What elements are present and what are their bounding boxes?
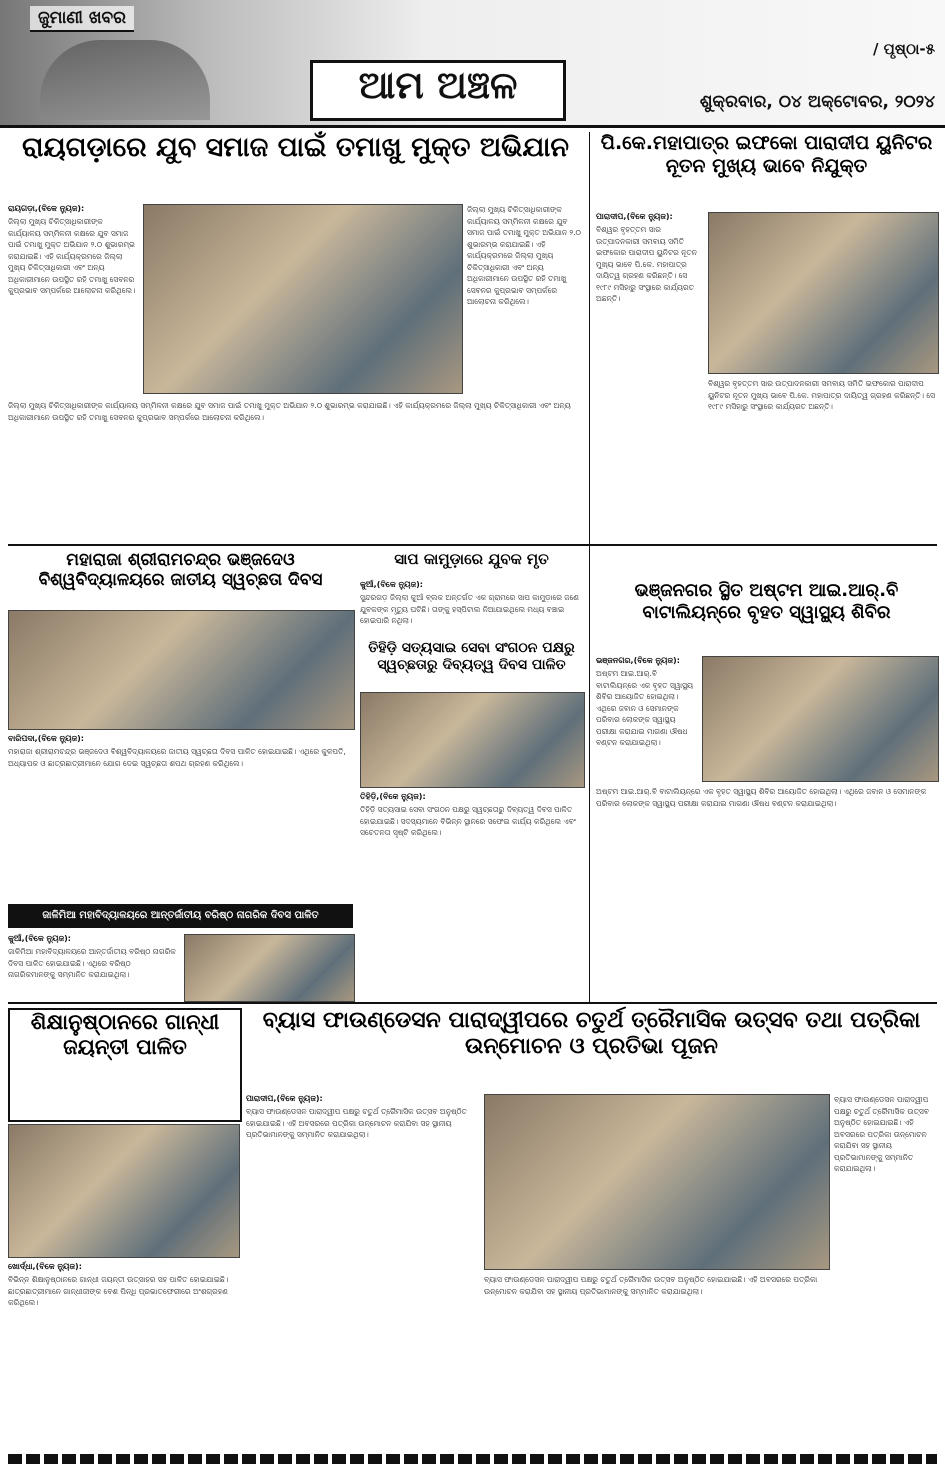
column-rule [589, 132, 590, 1002]
vyas-headline: ବ୍ୟାସ ଫାଉଣ୍ଡେସନ ପାରାଦ୍ୱୀପରେ ଚତୁର୍ଥ ତ୍ରୈମାସିକ ଉତ୍ସବ ତଥା ପତ୍ରିକା ଉନ୍ମୋଚନ ଓ ପ୍ରତିଭା ପୂଜନ [262, 1008, 921, 1060]
elderly-day-photo [184, 934, 355, 1002]
cleanliness-body: ମହାରାଜା ଶ୍ରୀରାମଚନ୍ଦ୍ର ଭଞ୍ଜଦେଓ ବିଶ୍ୱବିଦ୍ୟାଳୟରେ ଜାତୀୟ ସ୍ୱଚ୍ଛତା ଦିବସ ପାଳିତ ହୋଇଯାଇଛି। ଏଥିରେ କୁଳପତି, ଅଧ୍ୟାପକ ଓ ଛାତ୍ରଛାତ୍ରୀମାନେ ଯୋଗ ଦେଇ ସ୍ୱଚ୍ଛତା ଶପଥ ଗ୍ରହଣ କରିଥିଲେ। [8, 747, 349, 768]
elderly-day-body: ଜାଳିମିଆ ମହାବିଦ୍ୟାଳୟରେ ଆନ୍ତର୍ଜାତୀୟ ବରିଷ୍ଠ ନାଗରିକ ଦିବସ ପାଳିତ ହୋଇଯାଇଛି। ଏଥିରେ ବରିଷ୍ଠ ନାଗରିକମାନଙ୍କୁ ସମ୍ମାନିତ କରାଯାଇଥିଲା। [8, 947, 179, 979]
health-camp-byline: ଭଞ୍ଜନଗର,(ବିକେ ନ୍ୟୁଜ): [596, 656, 680, 665]
snakebite-headline: ସାପ କାମୁଡ଼ାରେ ଯୁବକ ମୃତ [394, 550, 549, 568]
satyasai-headline: ତିହିଡ଼ି ସତ୍ୟସାଇ ସେବା ସଂଗଠନ ପକ୍ଷରୁ ସ୍ୱଚ୍ଛତାରୁ ଦିବ୍ୟତ୍ୱ ଦିବସ ପାଳିତ [368, 640, 575, 673]
masthead [0, 0, 945, 128]
tobacco-body-cont: ଜିଲ୍ଲା ମୁଖ୍ୟ ଚିକିତ୍ସାଧିକାରୀଙ୍କ କାର୍ଯ୍ୟାଳୟ ସମ୍ମିଳନୀ କକ୍ଷରେ ଯୁବ ସମାଜ ପାଇଁ ତମାଖୁ ମୁକ୍ତ ଅଭିଯାନ ୨.୦ ଶୁଭାରମ୍ଭ କରାଯାଇଛି। ଏହି କାର୍ଯ୍ୟକ୍ରମରେ ଜିଲ୍ଲା ମୁଖ୍ୟ ଚିକିତ୍ସାଧିକାରୀ ଏବଂ ଅନ୍ୟ ଅଧିକାରୀମାନେ ଉପସ୍ଥିତ ରହି ତମାଖୁ ସେବନର କୁପ୍ରଭାବ ସମ୍ପର୍କରେ ଆଲୋଚନା କରିଥିଲେ। [467, 205, 584, 306]
tobacco-body-lower: ଜିଲ୍ଲା ମୁଖ୍ୟ ଚିକିତ୍ସାଧିକାରୀଙ୍କ କାର୍ଯ୍ୟାଳୟ ସମ୍ମିଳନୀ କକ୍ଷରେ ଯୁବ ସମାଜ ପାଇଁ ତମାଖୁ ମୁକ୍ତ ଅଭିଯାନ ୨.୦ ଶୁଭାରମ୍ଭ କରାଯାଇଛି। ଏହି କାର୍ଯ୍ୟକ୍ରମରେ ଜିଲ୍ଲା ମୁଖ୍ୟ ଚିକିତ୍ସାଧିକାରୀ ଏବଂ ଅନ୍ୟ ଅଧିକାରୀମାନେ ଉପସ୍ଥିତ ରହି ତମାଖୁ ସେବନର କୁପ୍ରଭାବ ସମ୍ପର୍କରେ ଆଲୋଚନା କରିଥିଲେ। [8, 401, 574, 422]
appointment-byline: ପାରାଦୀପ,(ବିକେ ନ୍ୟୁଜ): [596, 212, 673, 221]
vyas-body-cont: ବ୍ୟାସ ଫାଉଣ୍ଡେସନ ପାରାଦ୍ୱୀପ ପକ୍ଷରୁ ଚତୁର୍ଥ ତ୍ରୈମାସିକ ଉତ୍ସବ ଅନୁଷ୍ଠିତ ହୋଇଯାଇଛି। ଏହି ଅବସରରେ ପତ୍ରିକା ଉନ୍ମୋଚନ କରାଯିବା ସହ ସ୍ଥାନୀୟ ପ୍ରତିଭାମାନଙ୍କୁ ସମ୍ମାନିତ କରାଯାଇଥିଲା। [484, 1275, 820, 1296]
issue-date: ଶୁକ୍ରବାର, ୦୪ ଅକ୍ଟୋବର, ୨୦୨୪ [699, 92, 935, 112]
vyas-byline: ପାରାଦୀପ,(ବିକେ ନ୍ୟୁଜ): [246, 1094, 323, 1103]
cleanliness-headline: ମହାରାଜା ଶ୍ରୀରାମଚନ୍ଦ୍ର ଭଞ୍ଜଦେଓ ବିଶ୍ୱବିଦ୍ୟାଳୟରେ ଜାତୀୟ ସ୍ୱଚ୍ଛତା ଦିବସ [38, 550, 323, 591]
gandhi-byline: ଖୋର୍ଦ୍ଧା,(ବିକେ ନ୍ୟୁଜ): [8, 1262, 82, 1271]
snakebite-body: ସୁନ୍ଦରଗଡ଼ ଜିଲ୍ଲା କୁଆଁ ବ୍ଲକ ଅନ୍ତର୍ଗତ ଏକ ଗ୍ରାମରେ ସାପ କାମୁଡ଼ାରେ ଜଣେ ଯୁବକଙ୍କ ମୃତ୍ୟୁ ଘଟିଛି। ତାଙ୍କୁ ହସ୍ପିଟାଲ ନିଆଯାଇଥିଲେ ମଧ୍ୟ ବଞ୍ଚାଇ ହୋଇପାରି ନଥିଲା। [360, 593, 582, 625]
tobacco-body: ଜିଲ୍ଲା ମୁଖ୍ୟ ଚିକିତ୍ସାଧିକାରୀଙ୍କ କାର୍ଯ୍ୟାଳୟ ସମ୍ମିଳନୀ କକ୍ଷରେ ଯୁବ ସମାଜ ପାଇଁ ତମାଖୁ ମୁକ୍ତ ଅଭିଯାନ ୨.୦ ଶୁଭାରମ୍ଭ କରାଯାଇଛି। ଏହି କାର୍ଯ୍ୟକ୍ରମରେ ଜିଲ୍ଲା ମୁଖ୍ୟ ଚିକିତ୍ସାଧିକାରୀ ଏବଂ ଅନ୍ୟ ଅଧିକାରୀମାନେ ଉପସ୍ଥିତ ରହି ତମାଖୁ ସେବନର କୁପ୍ରଭାବ ସମ୍ପର୍କରେ ଆଲୋଚନା କରିଥିଲେ। [8, 217, 138, 295]
footer-strip [8, 1454, 937, 1464]
satyasai-photo [360, 692, 585, 788]
gandhi-photo [8, 1124, 240, 1258]
health-camp-body: ଅଷ୍ଟମ ଆଇ.ଆର୍.ବି ବାଟାଲିୟନ୍‌ରେ ଏକ ବୃହତ ସ୍ୱାସ୍ଥ୍ୟ ଶିବିର ଆୟୋଜିତ ହୋଇଥିଲା। ଏଥିରେ ଜବାନ ଓ ସେମାନଙ୍କ ପରିବାର ଲୋକଙ୍କ ସ୍ୱାସ୍ଥ୍ୟ ପରୀକ୍ଷା କରାଯାଇ ମାଗଣା ଔଷଧ ବଣ୍ଟନ କରାଯାଇଥିଲା। [596, 669, 696, 747]
page-number: / ପୃଷ୍ଠା-୫ [872, 40, 935, 58]
vyas-body-side: ବ୍ୟାସ ଫାଉଣ୍ଡେସନ ପାରାଦ୍ୱୀପ ପକ୍ଷରୁ ଚତୁର୍ଥ ତ୍ରୈମାସିକ ଉତ୍ସବ ଅନୁଷ୍ଠିତ ହୋଇଯାଇଛି। ଏହି ଅବସରରେ ପତ୍ରିକା ଉନ୍ମୋଚନ କରାଯିବା ସହ ସ୍ଥାନୀୟ ପ୍ରତିଭାମାନଙ୍କୁ ସମ୍ମାନିତ କରାଯାଇଥିଲା। [834, 1095, 932, 1173]
appointment-body-cont: ବିଶ୍ୱର ବୃହତ୍ତମ ସାର ଉତ୍ପାଦନକାରୀ ସମବାୟ ସମିତି ଇଫକୋର ପାରାଦୀପ ୟୁନିଟର ନୂତନ ମୁଖ୍ୟ ଭାବେ ପି.କେ. ମହାପାତ୍ର ଦାୟିତ୍ୱ ଗ୍ରହଣ କରିଛନ୍ତି। ସେ ୧୯୮୯ ମସିହାରୁ ସଂସ୍ଥାରେ କାର୍ଯ୍ୟରତ ଅଛନ୍ତି। [708, 379, 938, 411]
gandhi-body: ବିଭିନ୍ନ ଶିକ୍ଷାନୁଷ୍ଠାନରେ ଗାନ୍ଧୀ ଜୟନ୍ତୀ ଉତ୍ସାହର ସହ ପାଳିତ ହୋଇଯାଇଛି। ଛାତ୍ରଛାତ୍ରୀମାନେ ଗାନ୍ଧୀଜୀଙ୍କ ବେଶ ପିନ୍ଧି ପ୍ରଭାତଫେରୀରେ ଅଂଶଗ୍ରହଣ କରିଥିଲେ। [8, 1275, 231, 1307]
health-camp-headline: ଭଞ୍ଜନଗର ସ୍ଥିତ ଅଷ୍ଟମ ଆଇ.ଆର୍.ବି ବାଟାଲିୟନ୍‌ରେ ବୃହତ ସ୍ୱାସ୍ଥ୍ୟ ଶିବିର [634, 580, 899, 623]
tobacco-byline: ରାୟଗଡ଼ା,(ବିକେ ନ୍ୟୁଜ): [8, 204, 85, 213]
health-camp-photo [702, 656, 939, 782]
gandhi-headline: ଶିକ୍ଷାନୁଷ୍ଠାନରେ ଗାନ୍ଧୀ ଜୟନ୍ତୀ ପାଳିତ [8, 1008, 242, 1122]
health-camp-body-cont: ଅଷ୍ଟମ ଆଇ.ଆର୍.ବି ବାଟାଲିୟନ୍‌ରେ ଏକ ବୃହତ ସ୍ୱାସ୍ଥ୍ୟ ଶିବିର ଆୟୋଜିତ ହୋଇଥିଲା। ଏଥିରେ ଜବାନ ଓ ସେମାନଙ୍କ ପରିବାର ଲୋକଙ୍କ ସ୍ୱାସ୍ଥ୍ୟ ପରୀକ୍ଷା କରାଯାଇ ମାଗଣା ଔଷଧ ବଣ୍ଟନ କରାଯାଇଥିଲା। [596, 787, 929, 808]
satyasai-byline: ତିହିଡ଼ି,(ବିକେ ନ୍ୟୁଜ): [360, 792, 426, 801]
tobacco-headline: ରାୟଗଡ଼ାରେ ଯୁବ ସମାଜ ପାଇଁ ତମାଖୁ ମୁକ୍ତ ଅଭିଯାନ [21, 132, 569, 163]
snakebite-byline: କୁଆଁ,(ବିକେ ନ୍ୟୁଜ): [360, 580, 424, 589]
appointment-headline: ପି.କେ.ମହାପାତ୍ର ଇଫକୋ ପାରାଦୀପ ୟୁନିଟର ନୂତନ ମୁଖ୍ୟ ଭାବେ ନିଯୁକ୍ତ [600, 132, 933, 177]
appointment-body: ବିଶ୍ୱର ବୃହତ୍ତମ ସାର ଉତ୍ପାଦନକାରୀ ସମବାୟ ସମିତି ଇଫକୋର ପାରାଦୀପ ୟୁନିଟର ନୂତନ ମୁଖ୍ୟ ଭାବେ ପି.କେ. ମହାପାତ୍ର ଦାୟିତ୍ୱ ଗ୍ରହଣ କରିଛନ୍ତି। ସେ ୧୯୮୯ ମସିହାରୁ ସଂସ୍ଥାରେ କାର୍ଯ୍ୟରତ ଅଛନ୍ତି। [596, 225, 700, 303]
brand-name: ଜୁମାଣୀ ଖବର [30, 6, 134, 32]
appointment-photo [708, 212, 939, 374]
elderly-day-byline: କୁଆଁ,(ବିକେ ନ୍ୟୁଜ): [8, 934, 72, 943]
cleanliness-byline: ବାରିପଦା,(ବିକେ ନ୍ୟୁଜ): [8, 734, 85, 743]
satyasai-body: ତିହିଡ଼ି ସତ୍ୟସାଇ ସେବା ସଂଗଠନ ପକ୍ଷରୁ ସ୍ୱଚ୍ଛତାରୁ ଦିବ୍ୟତ୍ୱ ଦିବସ ପାଳିତ ହୋଇଯାଇଛି। ସଦସ୍ୟମାନେ ବିଭିନ୍ନ ସ୍ଥାନରେ ସଫେଇ କାର୍ଯ୍ୟ କରିଥିଲେ ଏବଂ ସଚେତନତା ସୃଷ୍ଟି କରିଥିଲେ। [360, 805, 579, 837]
vyas-body: ବ୍ୟାସ ଫାଉଣ୍ଡେସନ ପାରାଦ୍ୱୀପ ପକ୍ଷରୁ ଚତୁର୍ଥ ତ୍ରୈମାସିକ ଉତ୍ସବ ଅନୁଷ୍ଠିତ ହୋଇଯାଇଛି। ଏହି ଅବସରରେ ପତ୍ରିକା ଉନ୍ମୋଚନ କରାଯିବା ସହ ସ୍ଥାନୀୟ ପ୍ରତିଭାମାନଙ୍କୁ ସମ୍ମାନିତ କରାଯାଇଥିଲା। [246, 1107, 470, 1139]
elderly-day-headline: ଜାଳିମିଆ ମହାବିଦ୍ୟାଳୟରେ ଆନ୍ତର୍ଜାତୀୟ ବରିଷ୍ଠ ନାଗରିକ ଦିବସ ପାଳିତ [8, 904, 353, 928]
section-title: ଆମ ଅଞ୍ଚଳ [310, 60, 566, 121]
section-rule-lower [8, 1002, 937, 1004]
vyas-photo [484, 1094, 830, 1270]
cleanliness-photo [8, 610, 355, 730]
village-hut-image [40, 40, 210, 120]
section-rule [8, 544, 937, 546]
tobacco-campaign-photo [143, 204, 463, 394]
